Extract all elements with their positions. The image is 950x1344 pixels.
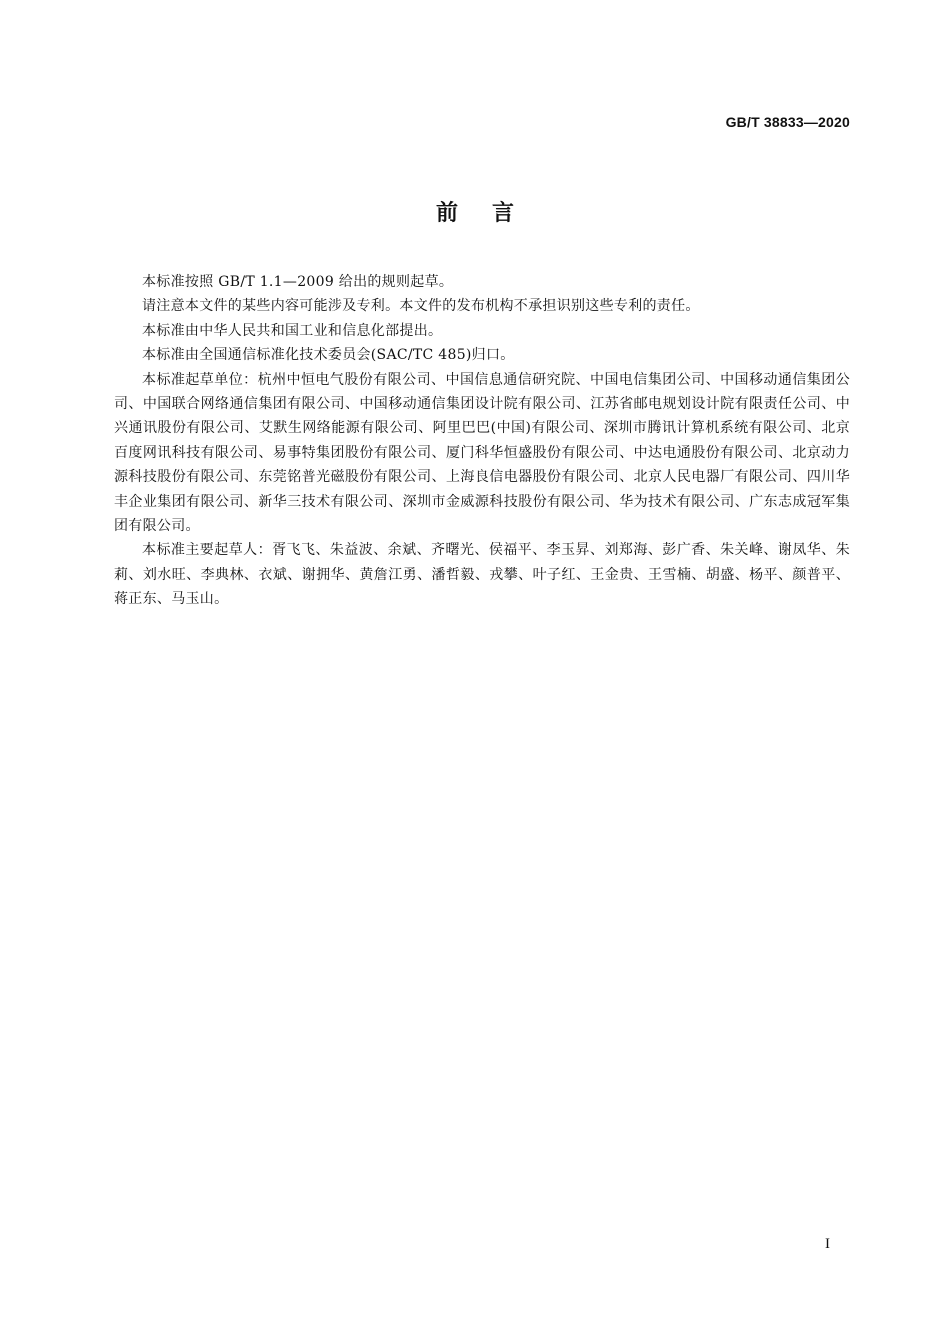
paragraph-drafting-units: 本标准起草单位：杭州中恒电气股份有限公司、中国信息通信研究院、中国电信集团公司、中国移动通信集团公司、中国联合网络通信集团有限公司、中国移动通信集团设计院有限公司、江苏省邮电规划设计院有限责任公司、中兴通讯股份有限公司、艾默生网络能源有限公司、阿里巴巴(中国)有限公司、深圳市腾讯计算机系统有限公司、北京百度网讯科技有限公司、易事特集团股份有限公司、厦门科华恒盛股份有限公司、中达电通股份有限公司、北京动力源科技股份有限公司、东莞铭普光磁股份有限公司、上海良信电器股份有限公司、北京人民电器厂有限公司、四川华丰企业集团有限公司、新华三技术有限公司、深圳市金威源科技股份有限公司、华为技术有限公司、广东志成冠军集团有限公司。 [114, 371, 850, 535]
paragraph-patent-notice: 请注意本文件的某些内容可能涉及专利。本文件的发布机构不承担识别这些专利的责任。 [142, 298, 700, 315]
paragraph-proposer: 本标准由中华人民共和国工业和信息化部提出。 [142, 322, 443, 339]
paragraph-drafters: 本标准主要起草人：胥飞飞、朱益波、余斌、齐曙光、侯福平、李玉昇、刘郑海、彭广香、朱关峰、谢凤华、朱莉、刘水旺、李典林、衣斌、谢拥华、黄詹江勇、潘哲毅、戎攀、叶子红、王金贵、王雪楠、胡盛、杨平、颜普平、蒋正东、马玉山。 [114, 542, 850, 608]
standard-number: GB/T 38833—2020 [725, 114, 850, 130]
page-title: 前言 [435, 201, 548, 226]
paragraph-drafting-rules: 本标准按照 GB/T 1.1—2009 给出的规则起草。 [142, 274, 454, 290]
paragraph-committee: 本标准由全国通信标准化技术委员会(SAC/TC 485)归口。 [142, 347, 515, 364]
page-number: I [825, 1236, 830, 1252]
foreword-body [114, 270, 850, 612]
